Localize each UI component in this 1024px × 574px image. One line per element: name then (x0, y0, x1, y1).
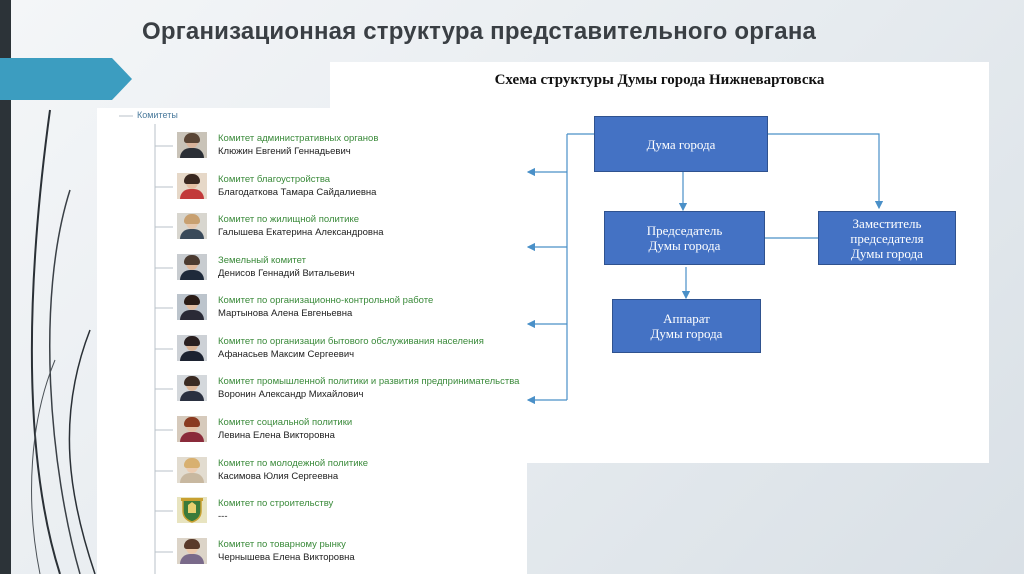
committee-chair: Денисов Геннадий Витальевич (218, 268, 355, 279)
committee-chair: Левина Елена Викторовна (218, 430, 335, 441)
committee-item (177, 538, 522, 568)
chairman-box: Председатель Думы города (604, 211, 765, 265)
chair-photo (177, 457, 207, 483)
committee-item (177, 457, 522, 487)
committee-name[interactable]: Комитет по товарному рынку (218, 539, 346, 550)
city-emblem-icon (177, 497, 207, 523)
committee-chair: Воронин Александр Михайлович (218, 389, 364, 400)
apparatus-box: Аппарат Думы города (612, 299, 761, 353)
chair-photo (177, 294, 207, 320)
chair-photo (177, 254, 207, 280)
committee-item (177, 132, 522, 162)
committee-chair: Галышева Екатерина Александровна (218, 227, 384, 238)
committee-item (177, 173, 522, 203)
committee-item (177, 497, 522, 527)
diagram-title: Схема структуры Думы города Нижневартовска (494, 72, 825, 88)
committee-item (177, 416, 522, 446)
committee-chair: Афанасьев Максим Сергеевич (218, 349, 355, 360)
chair-photo (177, 335, 207, 361)
committee-name[interactable]: Комитет административных органов (218, 133, 379, 144)
chair-photo (177, 375, 207, 401)
chair-photo (177, 213, 207, 239)
chair-photo (177, 538, 207, 564)
chair-photo (177, 132, 207, 158)
committee-name[interactable]: Комитет благоустройства (218, 174, 331, 185)
committees-root-label: Комитеты (137, 110, 178, 120)
committee-chair: --- (218, 511, 228, 522)
chair-photo (177, 416, 207, 442)
committee-name[interactable]: Комитет по молодежной политике (218, 458, 369, 469)
chair-photo (177, 173, 207, 199)
committee-chair: Касимова Юлия Сергеевна (218, 471, 339, 482)
committee-item (177, 213, 522, 243)
committee-name[interactable]: Комитет по организации бытового обслуживания населения (218, 336, 484, 347)
committee-item (177, 375, 522, 405)
committee-name[interactable]: Комитет по строительству (218, 498, 334, 509)
committee-name[interactable]: Комитет промышленной политики и развития предпринимательства (218, 376, 520, 387)
committee-chair: Благодаткова Тамара Сайдалиевна (218, 187, 377, 198)
committee-item (177, 254, 522, 284)
committee-chair: Чернышева Елена Викторовна (218, 552, 355, 563)
slide-title: Организационная структура представительного органа (142, 18, 817, 45)
committee-chair: Мартынова Алена Евгеньевна (218, 308, 353, 319)
committee-name[interactable]: Комитет по жилищной политике (218, 214, 360, 225)
committees-panel (97, 108, 527, 574)
committee-item (177, 294, 522, 324)
committee-name[interactable]: Комитет социальной политики (218, 417, 353, 428)
accent-arrow-tab (0, 58, 132, 100)
duma-box: Дума города (594, 116, 768, 172)
committee-name[interactable]: Земельный комитет (218, 255, 306, 266)
committee-chair: Клюжин Евгений Геннадьевич (218, 146, 351, 157)
committee-item (177, 335, 522, 365)
deputy-box: Заместитель председателя Думы города (818, 211, 956, 265)
committee-name[interactable]: Комитет по организационно-контрольной работе (218, 295, 434, 306)
